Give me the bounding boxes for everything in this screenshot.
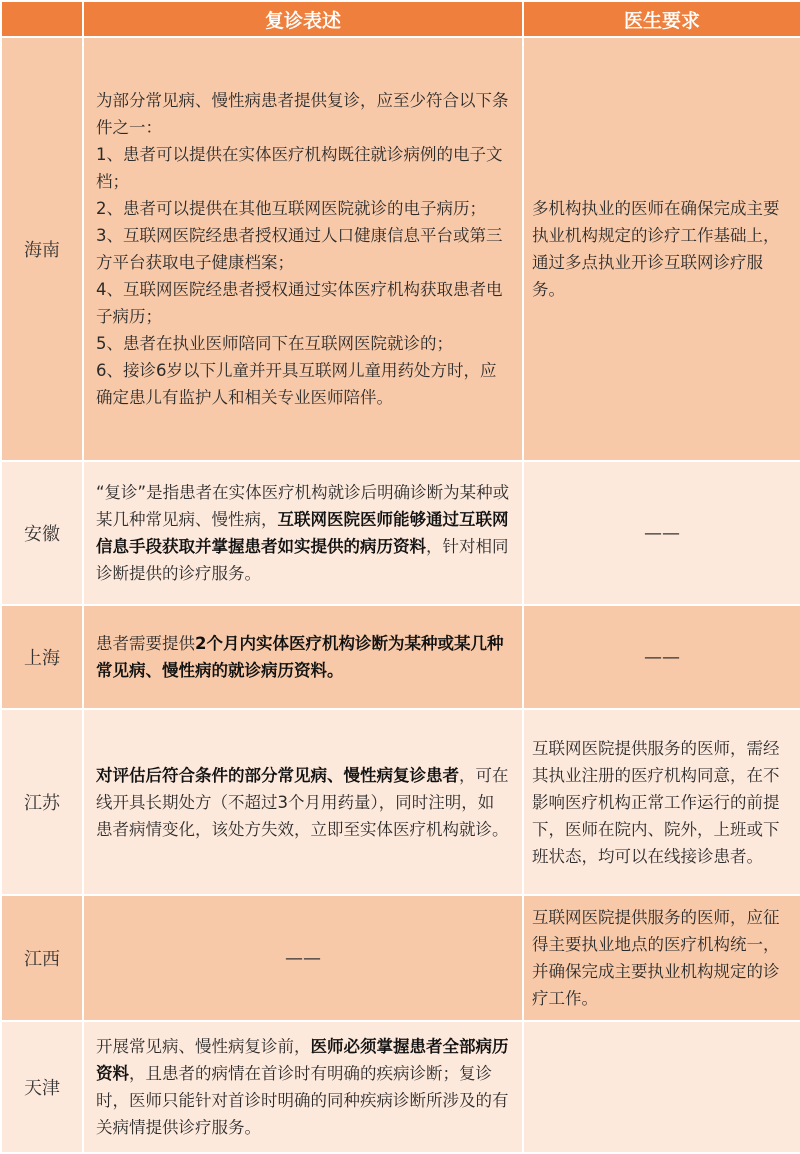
table-row bbox=[1, 37, 800, 461]
description-line: 4、互联网医院经患者授权通过实体医疗机构获取患者电子病历； bbox=[96, 280, 503, 326]
header-followup-description: 复诊表述 bbox=[83, 1, 523, 37]
description-text: ，可在线开具长期处方（不超过3个月用药量），同时注明，如患者病情变化，该处方失效，立即至实体医疗机构就诊。 bbox=[96, 765, 509, 839]
region-cell: 天津 bbox=[1, 1021, 83, 1153]
empty-dash: —— bbox=[644, 522, 680, 544]
doctor-requirement-cell: 多机构执业的医师在确保完成主要执业机构规定的诊疗工作基础上，通过多点执业开诊互联网诊疗服务。 bbox=[523, 37, 800, 461]
region-cell: 江苏 bbox=[1, 709, 83, 895]
region-cell: 海南 bbox=[1, 37, 83, 461]
region-cell: 上海 bbox=[1, 605, 83, 709]
table-header-row bbox=[1, 1, 800, 37]
table-row bbox=[1, 1021, 800, 1153]
doctor-requirement-cell bbox=[523, 605, 800, 709]
region-cell: 安徽 bbox=[1, 461, 83, 605]
description-emphasis: 医师必须掌握患者全部病历资料 bbox=[96, 1037, 509, 1083]
followup-description-cell bbox=[83, 605, 523, 709]
description-line: 2、患者可以提供在其他互联网医院就诊的电子病历； bbox=[96, 199, 486, 218]
header-region bbox=[1, 1, 83, 37]
region-cell: 江西 bbox=[1, 895, 83, 1021]
followup-description-cell bbox=[83, 1021, 523, 1153]
doctor-requirement-cell bbox=[523, 1021, 800, 1153]
description-line: 3、互联网医院经患者授权通过人口健康信息平台或第三方平台获取电子健康档案； bbox=[96, 226, 503, 272]
description-emphasis: 互联网医院医师能够通过互联网信息手段获取并掌握患者如实提供的病历资料 bbox=[96, 510, 509, 556]
description-text: ，且患者的病情在首诊时有明确的疾病诊断；复诊时，医师只能针对首诊时明确的同种疾病诊断所涉及的有关病情提供诊疗服务。 bbox=[96, 1064, 509, 1137]
table-row bbox=[1, 461, 800, 605]
followup-description-cell bbox=[83, 461, 523, 605]
table-row bbox=[1, 605, 800, 709]
description-emphasis: 2个月内实体医疗机构诊断为某种或某几种常见病、慢性病的就诊病历资料。 bbox=[96, 634, 504, 680]
description-text: ，针对相同诊断提供的诊疗服务。 bbox=[96, 537, 509, 583]
description-line: 5、患者在执业医师陪同下在互联网医院就诊的； bbox=[96, 334, 453, 353]
followup-description-cell bbox=[83, 709, 523, 895]
description-text: 患者需要提供 bbox=[96, 634, 195, 653]
description-line: 为部分常见病、慢性病患者提供复诊，应至少符合以下条件之一： bbox=[96, 91, 509, 137]
description-emphasis: 对评估后符合条件的部分常见病、慢性病复诊患者 bbox=[96, 765, 459, 785]
header-doctor-requirements: 医生要求 bbox=[523, 1, 800, 37]
table-row bbox=[1, 709, 800, 895]
doctor-requirement-cell bbox=[523, 461, 800, 605]
empty-dash: —— bbox=[644, 646, 680, 668]
description-line: 6、接诊6岁以下儿童并开具互联网儿童用药处方时，应确定患儿有监护人和相关专业医师陪伴。 bbox=[96, 361, 497, 407]
description-line: 1、患者可以提供在实体医疗机构既往就诊病例的电子文档； bbox=[96, 145, 503, 191]
doctor-requirement-cell: 互联网医院提供服务的医师，应征得主要执业地点的医疗机构统一，并确保完成主要执业机构规定的诊疗工作。 bbox=[523, 895, 800, 1021]
followup-description-cell bbox=[83, 895, 523, 1021]
description-text: “复诊”是指患者在实体医疗机构就诊后明确诊断为某种或某几种常见病、慢性病， bbox=[96, 483, 510, 529]
doctor-requirement-cell: 互联网医院提供服务的医师，需经其执业注册的医疗机构同意，在不影响医疗机构正常工作运行的前提下，医师在院内、院外，上班或下班状态，均可以在线接诊患者。 bbox=[523, 709, 800, 895]
table-row bbox=[1, 895, 800, 1021]
empty-dash: —— bbox=[285, 947, 321, 969]
followup-description-cell bbox=[83, 37, 523, 461]
description-text: 开展常见病、慢性病复诊前， bbox=[96, 1037, 311, 1056]
